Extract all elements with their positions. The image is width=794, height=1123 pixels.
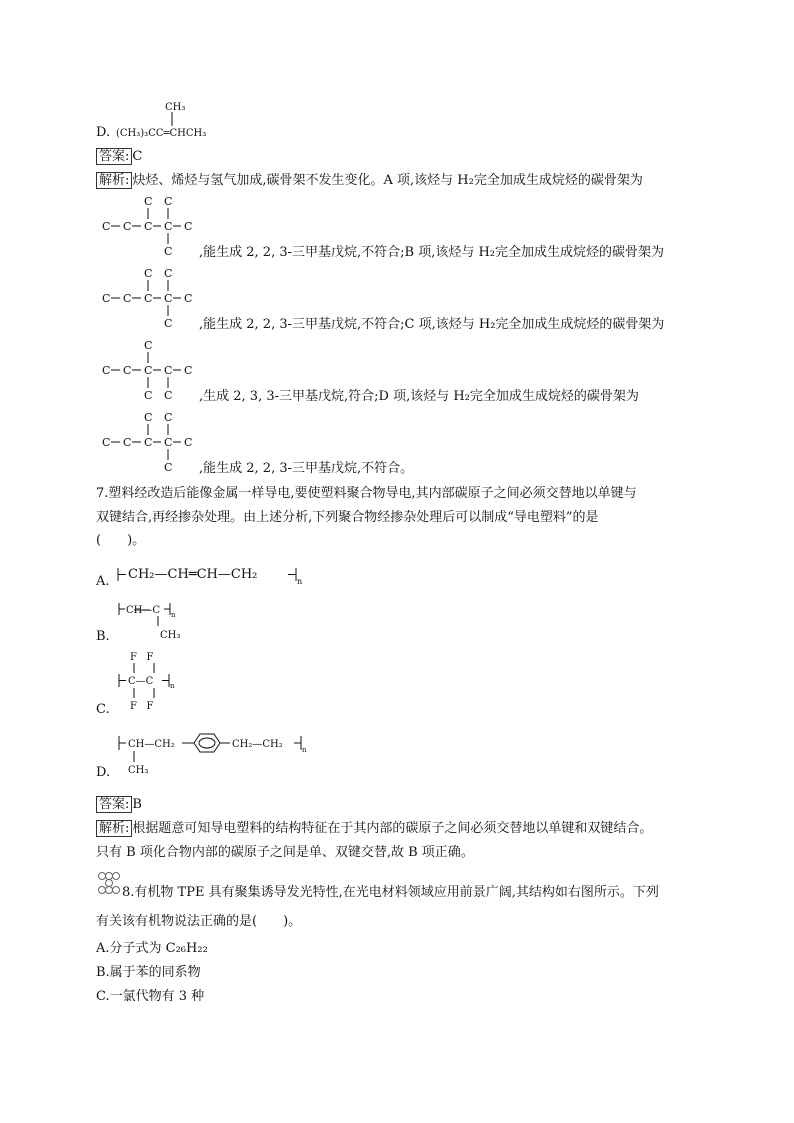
analysis-label: 解析: [96,820,132,837]
formula-bottom: F F [130,701,154,712]
skeleton-atom: C [164,267,173,280]
formula-left: CH—CH₂ [128,739,175,750]
q7-option-a-label: A. [96,574,110,589]
formula-right: CH₂—CH₂ [232,739,283,750]
option-d-formula: (CH₃)₃CC═CHCH₃ [116,128,207,139]
skeleton-atom: C [123,220,132,233]
answer-label: 答案: [96,796,132,813]
skeleton-atom: C [144,364,153,377]
methyl-text: CH₃ [128,765,149,776]
skeleton-atom: C [164,245,173,258]
skeleton-atom: C [164,292,173,305]
skeleton-atom: C [184,364,193,377]
skeleton-atom: C [164,389,173,402]
skeleton-atom: C [164,364,173,377]
skeleton-atom: C [144,389,153,402]
analysis-line1: 根据题意可知导电塑料的结构特征在于其内部的碳原子之间必须交替地以单键和双键结合。 [132,821,653,836]
q8-option-a: A.分子式为 C₂₆H₂₂ [96,941,208,956]
analysis-label: 解析: [96,172,132,189]
q7-option-c-formula [116,650,186,712]
q8-option-c: C.一氯代物有 3 种 [96,989,205,1004]
q8-stem-line1: 8.有机物 TPE 具有聚集诱导发光特性,在光电材料领域应用前景广阔,其结构如右图所示。下列 [122,885,659,900]
skeleton-atom: C [164,317,173,330]
analysis-7 [96,821,652,837]
analysis-text: 炔烃、烯烃与氢气加成,碳骨架不发生变化。A 项,该烃与 H₂完全加成生成烷烃的碳骨架为 [132,173,643,188]
subscript-n: n [170,682,175,690]
skeleton-a [100,192,200,260]
skeleton-atom: C [102,436,111,449]
analysis-7-line2: 只有 B 项化合物内部的碳原子之间是单、双键交替,故 B 项正确。 [96,845,474,860]
answer-value: B [132,797,142,812]
conclusion-d: ,能生成 2, 2, 3-三甲基戊烷,不符合。 [199,461,414,476]
q7-stem-line1: 7.塑料经改造后能像金属一样导电,要使塑料聚合物导电,其内部碳原子之间必须交替地以单键与 [96,486,637,501]
methyl-text: CH₃ [160,630,181,641]
answer-7 [96,797,142,813]
skeleton-d [100,408,200,476]
q7-stem-line3: ( )。 [96,533,146,548]
skeleton-c [100,336,200,404]
formula-text: C—C [128,676,154,687]
answer-value: C [132,149,143,164]
option-d-label: D. [96,125,111,140]
skeleton-atom: C [144,436,153,449]
skeleton-atom: C [144,195,153,208]
skeleton-atom: C [102,364,111,377]
skeleton-atom: C [164,461,173,474]
option-d-bond [170,112,174,126]
q7-option-b-label: B. [96,629,110,644]
conclusion-a: ,能生成 2, 2, 3-三甲基戊烷,不符合;B 项,该烃与 H₂完全加成生成烷烃的碳骨架为 [199,245,665,260]
subscript-n: n [171,611,176,619]
skeleton-atom: C [164,411,173,424]
skeleton-atom: C [123,364,132,377]
skeleton-atom: C [144,292,153,305]
q7-option-d-label: D. [96,765,111,780]
analysis-6 [96,173,643,189]
skeleton-atom: C [144,267,153,280]
answer-6 [96,149,142,165]
q7-option-a-formula [114,562,304,586]
conclusion-b: ,能生成 2, 2, 3-三甲基戊烷,不符合;C 项,该烃与 H₂完全加成生成烷烃的碳骨架为 [199,317,665,332]
skeleton-b [100,264,200,332]
formula-text: CH₂—CH═CH—CH₂ [128,567,258,582]
skeleton-atom: C [123,292,132,305]
molecule-icon [96,870,122,896]
skeleton-atom: C [184,220,193,233]
skeleton-atom: C [144,411,153,424]
subscript-n: n [302,746,307,754]
subscript-n: n [297,577,303,586]
skeleton-atom: C [184,292,193,305]
skeleton-atom: C [102,220,111,233]
answer-label: 答案: [96,148,132,165]
skeleton-atom: C [102,292,111,305]
skeleton-atom: C [164,195,173,208]
skeleton-atom: C [123,436,132,449]
formula-text: CH—C [126,605,161,616]
option-d-ch3: CH₃ [165,102,186,113]
formula-top: F F [130,652,154,663]
conclusion-c: ,生成 2, 3, 3-三甲基戊烷,符合;D 项,该烃与 H₂完全加成生成烷烃的碳骨架为 [199,389,639,404]
q7-option-b-formula [116,600,186,642]
q7-stem-line2: 双键结合,再经掺杂处理。由上述分析,下列聚合物经掺杂处理后可以制成“导电塑料”的是 [96,510,599,525]
q8-stem-line2: 有关该有机物说法正确的是( )。 [96,914,302,929]
skeleton-atom: C [144,339,153,352]
skeleton-atom: C [184,436,193,449]
q7-option-d-formula [116,732,316,776]
skeleton-atom: C [144,220,153,233]
q8-option-b: B.属于苯的同系物 [96,965,201,980]
skeleton-atom: C [164,436,173,449]
skeleton-atom: C [164,220,173,233]
q7-option-c-label: C. [96,702,110,717]
